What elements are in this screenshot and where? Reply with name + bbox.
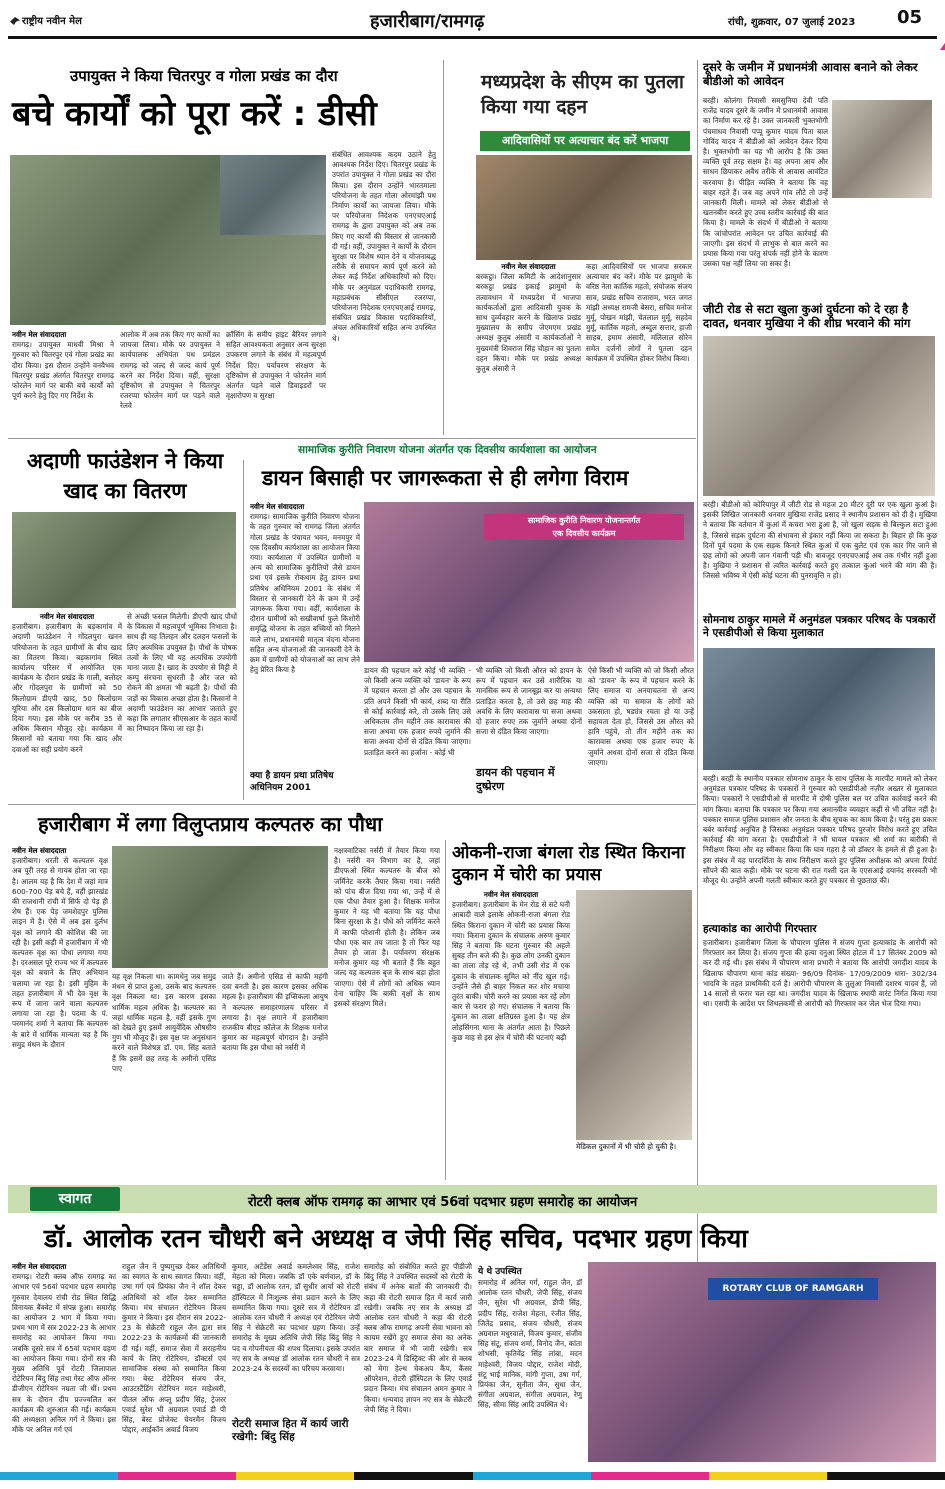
well-photo — [703, 336, 935, 496]
dateline: रांची, शुक्रवार, 07 जुलाई 2023 — [728, 17, 856, 28]
rotary-text-col4: समारोह को संबोधित करते हुए पीडीजी बिंदु सिंह ने उपस्थित सदस्यों को रोटरी के संबंध में अनेक बातों की जानकारी दी। कहा की रोटरी समाज हित में कार्य जारी रखेगी। जबकि नए सत्र के अध्यक्ष डॉ आलोक रतन चौधरी ने कहा की रोटरी क्लब ऑफ रामगढ़ अपनी सेवा भावना को कायम रखेंगे हुए समाज सेवा का अनेक बार समाज में भी जारी रखेगी। सत्र 2023-24 में डिस्ट्रिक्ट की ओर से क्लब को मेगा हेल्थ चेकअप कैंप, कैंसर ऑपरेशन, रोटरी हॉस्पिटल के लिए एवार्ड प्रदान किया। मंच संचालन अमन कुमार ने किया। धन्यवाद ज्ञापन नए सत्र के सेक्रेटरी जेपी सिंह ने दिया। — [364, 1262, 472, 1414]
color-bar — [0, 1472, 945, 1480]
mp-headline: मध्यप्रदेश के सीएम का पुतला किया गया दहन — [481, 71, 684, 118]
divider — [243, 460, 244, 800]
dayan-text-col2: डायन की पहचान करे कोई भी व्यक्ति - जो किसी अन्य व्यक्ति को 'डायन' के रूप में पहचान करता हो और उस पहचान के प्रति अपने किसी भी कार्य, शब्द या रीति से कोई कार्रवाई करे, तो उसके लिए उसे अधिकतम तीन महीने तक कारावास की सजा अथवा एक हजार रुपये जुर्माने की सजा अथवा दोनों से दंडित किया जाएगा। प्रताड़ित करने का हर्जाना - कोई भी — [364, 666, 471, 757]
dayan-headline: डायन बिसाही पर जागरूकता से ही लगेगा विराम — [262, 466, 629, 490]
dayan-text-col4: ऐसे किसी भी व्यक्ति को जो किसी औरत को 'डायन' के रूप में पहचान करने के लिए समाज या अनयाचतना से अन्य व्यक्ति को या समाज के लोगों को उकसाता हो, षड्यंत्र रचता हो या उन्हें सहायता देता हो, जिससे उस औरत को हानि पहुंचे, तो तीन महीने तक का कारावास अथवा एक हजार रुपए के जुर्माने अथवा दोनों सजा से दंडित किया जाएगा। — [588, 666, 694, 767]
somnath-text: बरही। बरही के स्थानीय पत्रकार सोमनाथ ठाकुर के साथ पुलिस के मारपीट मामले को लेकर अनुमंडल पत्रकार परिषद के पत्रकारों ने गुरुवार को एसडीपीओ नज़ीर अख्तर से मुलाकात किया। पत्रकारों ने एसडीपीओ से मारपीट में दोषी पुलिस बल पर उचित कार्रवाई करने की मांग किया। बताया कि पत्रकार पर किया गया अमानवीय व्यवहार कहीं से भी उचित नहीं है। पत्रकार समाज पुलिस प्रशासन और जनता के बीच सूचक का काम किया है। परंतु इस प्रकार बर्बर कार्रवाई अनुचित है जिसका अनुमंडल पत्रकार परिषद पुरजोर विरोध करते हुए उचित कार्रवाई की मांग करता है। एसडीपीओ ने भी घायल पत्रकार श्री शर्मा का बारीकी से निरीक्षण किया और वह स्वीकार किया कि घाव गहरा है जो डॉक्टर के हमले से ही हुआ है। इस संबंध में वह पारदर्शिता के साथ निरीक्षण करते हुए पुलिस अधीक्षक को अपना रिपोर्ट सौंपने की बात कही। मौके पर घटना की रात गश्ती दल के एएसआई दयानंद सरस्वती भी मौजूद थे। उन्होंने अपनी गलती स्वीकार करते हुए पत्रकार से पूछताछ की। — [703, 774, 937, 886]
rotary-text-col1: नवीन मेल संवाददाता रामगढ़। रोटरी क्लब ऑफ रामगढ़ का आभार एवं 56वां पदभार ग्रहण समारोह गुरुवार देवालय रांची रोड स्थित सिद्धि विनायक बैंक्वेट में संपन्न हुआ। समारोह का आयोजन 2 भाग में किया गया। प्रथम भाग में सत्र 2022-23 के आभार समारोह का आयोजन किया गया। जबकि दूसरे सत्र में 65वां पदभार ग्रहण का आयोजन किया गया। दोनों सत्र की मुख्य अतिथि पूर्व रोटरी जिलापाल रोटेरियन बिंदु सिंह तथा गेस्ट ऑफ ऑनर डीजीएन रोटेरियन नम्रता जी थीं। प्रथम सत्र के दौरान दीप प्रज्ज्वलित कर कार्यक्रम की शुरुआत की गई। कार्यक्रम की अध्यक्षता अनिल गर्ग ने किया। इस मौके पर अनिल गर्ग एवं — [12, 1262, 116, 1435]
dc-text-col3: क्रॉसिंग के समीप हाइट बैरियर लगाने सहित आवश्यकता अनुसार अन्य सुरक्षा उपकरण लगाने के संबंध में महत्वपूर्ण निर्देश दिए। पर्यावरण संरक्षण के दृष्टिकोण से उपायुक्त ने फोरलेन मार्ग अंतर्गत पड़ने वाले डिवाइडरों पर वृक्षारोपण व सुरक्षा — [226, 330, 326, 401]
pmay-photo — [832, 100, 932, 198]
paper-logo: राष्ट्रीय नवीन मेल — [10, 13, 82, 27]
kalpataru-text-col2: यह वृक्ष निकला था। कामधेनु जब समुद्र मंथन से प्राप्त हुआ, उसके बाद कल्पतरु वृक्ष निकला था। इस कारण इसका धार्मिक महत्व अधिक है। कल्पतरु का जहां धार्मिक महत्व है, वहीं इसके गुण को देखते हुए इसमें आयुर्वेदिक औषधीय गुण भी मौजूद हैं। इस वृक्ष पर अनुसंधान करने वाले विशेषज्ञ डॉ. एम. सिंह बताते हैं कि इसमें छह तरह के अमीनो एसिड पाए — [112, 972, 216, 1073]
rotary-text-col3: कुमार, अटेंडेंस अवार्ड कमलेश्वर सिंह, राजेश मेहता को मिला। जबकि डॉ एके बर्णवाल, डॉ के चड्डा, डॉ आलोक रतन, डॉ सुधीर आर्या को रोटरी हॉस्पिटल में निःशुल्क सेवा प्रदान करने के लिए सम्मानित किया गया। दूसरे सत्र में रोटेरियन डॉ आलोक रतन चौधरी ने अध्यक्ष एवं रोटेरियन जेपी सिंह ने सेक्रेटरी का पदभार ग्रहण किया। उन्हें समारोह के मुख्य अतिथि जेपी सिंह बिंदु सिंह ने पद व गोपनीयता की शपथ दिलाया। इसके उपरांत नए सत्र के अध्यक्ष डॉ आलोक रतन चौधरी ने सत्र 2023-24 के सदस्यों का परिचय करवाया। — [232, 1262, 360, 1374]
rotary-banner: ROTARY CLUB OF RAMGARH — [708, 1278, 878, 1300]
rotary-kicker: रोटरी क्लब ऑफ रामगढ़ का आभार एवं 56वां पदभार ग्रहण समारोह का आयोजन — [248, 1195, 638, 1210]
bird-icon — [10, 17, 20, 25]
kalpataru-text-col3: जाते हैं। अमीनो एसिड से काफी महंगी दवा बनती है। इस कारण इसका अधिक महत्व है। हजारीबाग की इप्सिकला आयुष ने कल्पतरु समाहरणालय परिसर में लगाया है। वृक्ष लगाने में हजारीबाग राजकीय बीएड कॉलेज के शिक्षक मनोज कुमार का महत्वपूर्ण योगदान है। उन्होंने बताया कि इस पौधा को नर्सरी में — [222, 972, 328, 1053]
okni-headline: ओकनी-राजा बंगला रोड स्थित किराना दुकान में चोरी का प्रयास — [452, 843, 685, 885]
adani-photo — [12, 512, 236, 608]
mp-byline: नवीन मेल संवाददाता — [501, 262, 556, 271]
rotary-subhead: रोटरी समाज हित में कार्य जारी रखेगी: बिंदु सिंह — [232, 1418, 349, 1443]
mp-subhead: आदिवासियों पर अत्याचार बंद करें भाजपा — [480, 131, 690, 151]
kalpataru-text-col1: नवीन मेल संवाददाता हजारीबाग। धरती से कल्पतरु वृक्ष अब पूरी तरह से गायब होता जा रहा है। आलम यह है कि देश में जहां मात्र 600-700 पेड़ बचे हैं, वहीं झारखंड की राजधानी रांची में सिर्फ दो पेड़ ही शेष हैं। एक पेड़ जमशेदपुर पुलिस लाइन में है। ऐसे में अब इस दुर्लभ वृक्ष को लगाने की कोशिश की जा रही है। इसी कड़ी में हजारीबाग में भी कल्पतरु वृक्ष का पौधा लगाया गया है। दरअसल पूरे राज्य भर में कल्पतरु वृक्ष को बचाने के लिए अभियान चलाया जा रहा है। इसी मुहिम के तहत हजारीबाग में भी देव वृक्ष के रूप में जाना जाने वाला कल्पतरु लगाया जा रहा है। पदमा के पं. परमानंद शर्मा ने बताया कि कल्पतरु के बारे में धार्मिक मान्यता यह है कि समुद्र मंथन के दौरान — [12, 846, 108, 1049]
okni-text-col1: नवीन मेल संवाददाता हजारीबाग। हजारीबाग के मेन रोड से सटे घनी आबादी वाले इलाके ओकनी-राजा बंगला रोड स्थित किराना दुकान में चोरी का प्रयास किया गया। किराना दुकान के संचालक अरुण कुमार सिंह ने बताया कि घटना गुरुवार की अहले सुबह तीन बजे की है। कुछ लोग उनकी दुकान का ताला तोड़ रहे थे, तभी उसी रोड में एक दुकान के संचालक सुमित को नींद खुल गई। उन्होंने जैसे ही बाहर निकल कर शोर मचाया तुरंत बाकी। चोरी करने का प्रयास कर रहे लोग कार से फरार हो गए। संचालक ने बताया कि दुकान का ताला क्षतिग्रस्त हुआ है। यह क्षेत्र लोहसिंगना थाना के अंतर्गत आता है। पिछले कुछ माह से इस क्षेत्र में चोरी की घटनाएं बढ़ी — [452, 890, 570, 1042]
divider — [8, 804, 696, 805]
dayan-text-col3: भी व्यक्ति जो किसी औरत को डायन के रूप में पहचान कर उसे शारीरिक या मानसिक रूप से जानबूझ कर या अन्यथा प्रताड़ित करता है, तो उसे छह माह की अवधि के लिए कारावास या सजा अथवा दो हजार रुपए तक जुर्माने अथवा दोनों सजा से दंडित किया जाएगा। — [476, 666, 582, 737]
well-headline: जीटी रोड से सटा खुला कुआं दुर्घटना को दे रहा है दावत, धनवार मुखिया ने की शीघ्र भरवाने की मांग — [703, 302, 911, 330]
section-title: हजारीबाग/रामगढ़ — [370, 11, 485, 32]
divider — [443, 60, 444, 435]
dayan-text-col1: नवीन मेल संवाददाता रामगढ़। सामाजिक कुरीति निवारण योजना के तहत गुरुवार को रामगढ़ जिला अंतर्गत गोला प्रखंड के पंचायत भवन, मनमपुर में एक दिवसीय कार्यशाला का आयोजन किया गया। कार्यशाला में उपस्थित ग्रामीणों व अन्य को सामाजिक कुरीतियों जैसे डायन प्रथा एवं इसके रोकथाम हेतु डायन प्रथा प्रतिषेध अधिनियम 2001 के संबंध में विस्तार से जानकारी देने के क्रम में उन्हें जागरूक किया गया। वहीं, कार्यशाला के दौरान ग्रामीणों को सखीवार्षा फुले किशोरी समृद्धि योजना के तहत बच्चियों को मिलने वाले लाभ, प्रधानमंत्री मातृत्व वंदना योजना सहित अन्य योजनाओं की जानकारी देने के क्रम में ग्रामीणों को योजनाओं का लाभ लेने हेतु प्रेरित किया है — [250, 502, 360, 675]
divider — [8, 438, 696, 439]
rotary-welcome: स्वागत — [30, 1187, 120, 1211]
pmay-headline: दूसरे के जमीन में प्रधानमंत्री आवास बनाने को लेकर बीडीओ को आवेदन — [703, 60, 918, 88]
mp-text-col2: कहा आदिवासियों पर भाजपा सरकार अत्याचार बंद करें। मौके पर झामुमो के वरिष्ठ नेता कार्तिक महतो, संयोजक संजय साव, प्रखंड सचिव राजाराम, भरत जगत मांझी अध्यक्ष रामजी बेसरा, सचिव मनोज मुर्मू, पोखन मांझी, चेतलाल मुर्मू, सहदेव मुर्मू, कार्तिक महतो, अब्दुल सत्तार, हाजी साहब, इमाम अंसारी, मलिलाल सोरेन समेत दर्जनों लोगों ने पुतला दहन कार्यक्रम में उपस्थित होकर विरोध किया। — [586, 262, 692, 363]
pmay-text: बरही। कोलंगा निवासी समसुनिया देवी पति राजेंद्र यादव दूसरे के जमीन में प्रधानमंत्री आवास का निर्माण कर रहे है। उक्त जानकारी भुक्तभोगी पंचमाधव निवासी पप्पू कुमार यादव पिता बाल गोविंद यादव ने बीडीओ को आवेदन देकर दिया है। भुक्तभोगी का यह भी आरोप है कि उक्त व्यक्ति पूर्व तरह सक्षम है। वह अपना आय और साधन छिपाकर अवैध तरीके से आवास आवंटित करवाया है। पीड़ित व्यक्ति ने बताया कि वह बाहर रहते हैं। जब वह अपने गांव लौटे तो उन्हें जानकारी मिली। मामले को लेकर बीडीओ से खतनबीन करते हुए उच्च स्तरीय कार्रवाई की बात किया है। मामले के संदर्भ में बीडीओ ने बताया कि जांचोपरांत आवेदन पर उचित कार्रवाई की जाएगी। इस संदर्भ में लाभुक से बात करने का प्रयास किया गया परंतु संपर्क नहीं होने के कारण उसका पक्ष नहीं लिया जा सका है। — [703, 96, 828, 269]
adani-text-col1: नवीन मेल संवाददाता हजारीबाग। हजारीबाग के बड़कागांव में अदाणी फाउंडेशन ने गोंदलपुरा खनन परियोजना के तहत ग्रामीणों के बीच खाद का वितरण किया। बड़कागांव स्थित कार्यालय परिसर में आयोजित एक कार्यक्रम के दौरान प्रखंड के गाली, बलोदर और गोंदलपुरा के ग्रामीणों को 50 किलोग्राम डीएपी खाद, 50 किलोग्राम यूरिया और दस किलोग्राम धान का बीज दिया गया। इस मौके पर करीब 35 से अधिक किसान मौजूद रहे। कार्यक्रम में किसानों को बताया गया कि खाद और दवाओं का सही प्रयोग करने — [12, 612, 122, 754]
dc-byline: नवीन मेल संवाददाता — [12, 330, 67, 339]
adani-headline: अदाणी फाउंडेशन ने किया खाद का वितरण — [26, 449, 224, 503]
masthead-rule — [8, 36, 937, 39]
murder-headline: हत्याकांड का आरोपी गिरफ्तार — [703, 923, 817, 935]
dc-text-col1: नवीन मेल संवाददाता रामगढ़। उपायुक्त माधवी मिश्रा ने गुरुवार को चितरपुर एवं गोला प्रखंड का दौरा किया। इस दौरान उन्होंने वनवैभव चितरपुर प्रखंड अंतर्गत चितरपुर रामगढ़ फोरलेन मार्ग पर बाकी बचे कार्यों को पूर्ण करने हेतु दिए गए निर्देश के — [12, 330, 114, 401]
rotary-text-col2: राहुल जैन ने पुष्पगुच्छ देकर अतिथियों का स्वागत के साथ स्वागत किया। वहीं, उषा गर्ग एवं प्रियंका जैन ने शॉल देकर अतिथियों को शॉल देकर सम्मानित किया। मंच संचालन रोटेरियन विजय कुमार ने किया। इस दौरान सत्र 2022-23 के सेक्रेटरी राहुल जैन द्वारा सत्र 2022-23 के कार्यक्रमों की जानकारी दी गई। वहीं, समाज सेवा में सराहनीय कार्य के लिए रोटेरियन, डॉक्टर्स एवं सामाजिक संस्था को सम्मानित किया गया। बेस्ट रोटेरियन संजय जैन, आउटस्टैंडिंग रोटेरियन मदन माहेश्वरी, पीतल ऑफ अप्लू प्रदीप सिंह, ट्रेजरर एवार्ड सुरेश भी अग्रवाल एवार्ड डी पी सिंह, बेस्ट प्रोजेक्ट चेयरमैन विजय पोद्दार, आईकॉन अवार्ड विजय — [122, 1262, 226, 1435]
masthead — [0, 0, 945, 40]
adani-byline: नवीन मेल संवाददाता — [39, 612, 95, 621]
okni-photo — [576, 890, 692, 1140]
kalpataru-photo-main — [112, 846, 328, 968]
dc-text-col4: संबंधित आवश्यक कदम उठाने हेतु आवश्यक निर्देश दिए। चितरपुर प्रखंड के उपरांत उपायुक्त ने गोला प्रखंड का दौरा किया। इस दौरान उन्होंने भारतमाला परियोजना के तहत गोला ओरमांझी पथ निर्माण कार्यों का जायजा लिया। मौके पर परियोजना निदेशक एनएचएआई रामगढ़ के द्वारा उपायुक्त को अब तक किए गए कार्यों की विस्तार से जानकारी दी गई। वहीं, उपायुक्त ने कार्यों के दौरान सुरक्षा पर विशेष ध्यान देने व योजनाबद्ध तरीके से समापन कार्य पूर्ण करने को लेकर कई निर्देश अधिकारियों को दिए। मौके पर अनुमंडल पदाधिकारी रामगढ़, महाप्रबंधक सीसीएल रजरप्पा, परियोजना निदेशक एनएचएआई रामगढ़, संबंधित प्रखंड विकास पदाधिकारियों, अंचल अधिकारियों सहित अन्य उपस्थित थे। — [332, 150, 436, 343]
divider — [445, 840, 446, 1180]
mp-text-col1: नवीन मेल संवाददाता बरकट्ठा। जिला कमिटी के आदेशानुसार बरकट्ठा प्रखंड इकाई झामुमो के तत्वावधान में मध्यप्रदेश में भाजपा कार्यकर्ताओं द्वारा आदिवासी युवक के साथ दुर्व्यवहार करने के खिलाफ प्रखंड मुख्यालय के समीप जेएमएम प्रखंड अध्यक्ष कुतुब अंसारी व कार्यकर्ताओं ने मुख्यमंत्री शिवराज सिंह चौहान का पुतला दहन किया। मौके पर प्रखंड अध्यक्ष कुतुब अंसारी ने — [476, 262, 581, 374]
dc-kicker: उपायुक्त ने किया चितरपुर व गोला प्रखंड का दौरा — [70, 67, 338, 85]
adani-text-col2: से अच्छी फसल मिलेगी। डीएपी खाद पौधों के विकास में महत्वपूर्ण भूमिका निभाता है। साथ ही यह तिलहन और दलहन फसलों के लिए अत्यधिक उपयुक्त है। पौधों के पोषक तत्वों के लिए भी यह अत्यधिक उपयोगी माना जाता है। खाद के उपयोग से मिट्टी में कम्पु संरचना सुधरती है और जल को रोकने की क्षमता भी बढ़ती है। पौधों की जड़ों का विकास अच्छा होता है। किसानों ने अदाणी फाउंडेशन का आभार जताते हुए कहा कि लगातार सीएसआर के तहत कार्यों का निष्पादन किया जा रहा है। — [127, 612, 237, 734]
well-text: बरही। बीडीओ को कोरियापुर में जीटी रोड से महज 20 मीटर दूरी पर एक खुला कुआं है। इसकी लिखित जानकारी धनवार मुखिया राजेंद्र प्रसाद ने स्थानीय प्रशासन को दी है। मुखिया ने बताया कि वर्तमान में कुआं में कचरा भरा हुआ है, जो खुला सड़क से बिल्कुल सटा हुआ है, जिससे सड़क दुर्घटना की संभावना से इंकार नहीं किया जा सकता है। बिहार हो कि कुछ दिनों पूर्व पदमा के एक सड़क किनारे स्थित कुआं में एक बुलेट एवं एक कार गिर जाने से छह लोगों को अपनी जान गंवानी पड़ी थी। बावजूद एनएचएआई अब तक गंभीर नहीं हुआ है। मुखिया ने प्रशासन से त्वरित कार्रवाई करते हुए तत्काल कुआं भरने की मांग की है। जिससे भविष्य में ऐसी कोई घटना की पुनरावृत्ति न हो। — [703, 500, 937, 581]
registration-mark-icon — [940, 40, 945, 50]
kalpataru-headline: हजारीबाग में लगा विलुप्तप्राय कल्पतरु का पौधा — [38, 812, 383, 836]
page-number: 05 — [897, 7, 923, 28]
kalpataru-byline: नवीन मेल संवाददाता — [12, 846, 67, 855]
kalpataru-text-col4: नक्षत्रवाटिका नर्सरी में तैयार किया गया है। नर्सरी वन विभाग का है, जहां डीएफओ स्थित कल्पतरु के बीज को जर्मिनेट करके तैयार किया गया। नर्सरी को पांच बीज दिया गया था, उन्हें में से एक पौधा तैयार हुआ है। शिक्षक मनोज कुमार ने यह भी बताया कि यह पौधा बिना सुरक्षा के है। पौधे को जर्मिनेट करने में काफी परेशानी होती है। लेकिन जब पौधा एक बार तय जाता है तो फिर यह तैयार हो जाता है। पर्यावरण संरक्षक मनोज कुमार यह भी बताते हैं कि बहुत जल्द यह कल्पतरु बृज के साथ बड़ा होता जाएगा। ऐसे में लोगों को अधिक ध्यान देना चाहिए कि बाकी वृक्षों के साथ इसको संरक्षण मिले। — [334, 846, 440, 1009]
mp-photo — [476, 155, 692, 260]
somnath-headline: सोमनाथ ठाकुर मामले में अनुमंडल पत्रकार परिषद के पत्रकारों ने एसडीपीओ से किया मुलाकात — [703, 614, 936, 639]
dayan-banner: सामाजिक कुरीति निवारण योजनान्तर्गत एक दिवसीय कार्यक्रम — [484, 514, 684, 540]
dayan-photo — [364, 502, 694, 662]
rotary-present: समारोह में अनिल गर्ग, राहुल जैन, डॉ आलोक रतन चौधरी, जेपी सिंह, संजय जैन, सुरेश भी अग्रवाल, डीपी सिंह, प्रदीप सिंह, राजेश मेहता, रंजीत सिंह, जितेंद्र प्रसाद, संजय चौधरी, संजय अग्रवाल मधुरवाले, विजय कुमार, संजीव सिंह संटू, संजय शर्मा, विनोद जैन, कांता शोभसी, कृतिवेंद्र सिंह लांबा, मदन माहेश्वरी, विजय पोद्दार, राजेश मोदी, संटू भाई मानिक, मांगी गुप्ता, उषा गर्ग, प्रियंका जैन, सुनीता जैन, सुधा जैन, संगीता अग्रवाल, संगीता अग्रवाल, रेणु सिंह, सीमा सिंह आदि उपस्थित थे। — [478, 1278, 582, 1410]
dayan-subhead-2: डायन की पहचान में दुष्प्रेरण — [476, 766, 555, 793]
rotary-present-head: ये थे उपस्थित — [478, 1267, 522, 1277]
rotary-photo — [588, 1262, 936, 1462]
rotary-headline: डॉ. आलोक रतन चौधरी बने अध्यक्ष व जेपी सिंह सचिव, पदभार ग्रहण किया — [44, 1224, 748, 1254]
murder-text: हजारीबाग। हजारीबाग जिला के चौपारण पुलिस ने संजय गुप्ता हत्याकांड के आरोपी को गिरफ्तार कर लिया है। संजय गुप्ता की हत्या दनुआ स्थित होटल में 17 सितंबर 2009 को कर दी गई थी। इस संबंध में चौपारण थाना प्रभारी ने बताया कि आरोपी जगदीश यादव के खिलाफ चौपारण थाना कांड संख्या- 96/09 दिनांक- 17/09/2009 धारा- 302/34 भादवि के तहत प्राथमिकी दर्ज है। आरोपी चौपारण के तुलुआ निवासी दशरथ यादव हैं, जो 14 सालों से फरार चल रहा था। जगदीश यादव के खिलाफ स्थायी वारंट निर्गत किया गया था। एसपी के आदेश पर शिथलकर्मी से आरोपी को गिरफ्तार कर जेल भेज दिया गया। — [703, 938, 937, 1009]
okni-byline: नवीन मेल संवाददाता — [483, 890, 539, 899]
somnath-photo — [703, 648, 935, 770]
okni-caption: मेडिकल दुकानों में भी चोरी हो चुकी है। — [576, 1142, 692, 1152]
dc-text-col2: आलोक में अब तक किए गए कार्यों का जायजा लिया। मौके पर उपायुक्त ने कार्यपालक अभियंता पथ प्रमंडल रामगढ़ को जल्द से जल्द कार्य पूर्ण करने का निर्देश दिया। वहीं, सुरक्षा दृष्टिकोण से उपायुक्त ने चितरपुर रजरप्पा फोरलेन मार्ग पर पड़ने वाले रेलवे — [120, 330, 220, 411]
dc-headline: बचे कार्यों को पूरा करें : डीसी — [12, 94, 377, 134]
rotary-byline: नवीन मेल संवाददाता — [12, 1262, 67, 1271]
dayan-subhead: क्या है डायन प्रथा प्रतिषेध अधिनियम 2001 — [250, 771, 334, 793]
dayan-byline: नवीन मेल संवाददाता — [250, 502, 305, 511]
dayan-kicker: सामाजिक कुरीति निवारण योजना अंतर्गत एक दिवसीय कार्यशाला का आयोजन — [298, 444, 597, 456]
dc-photo-2 — [220, 155, 326, 235]
